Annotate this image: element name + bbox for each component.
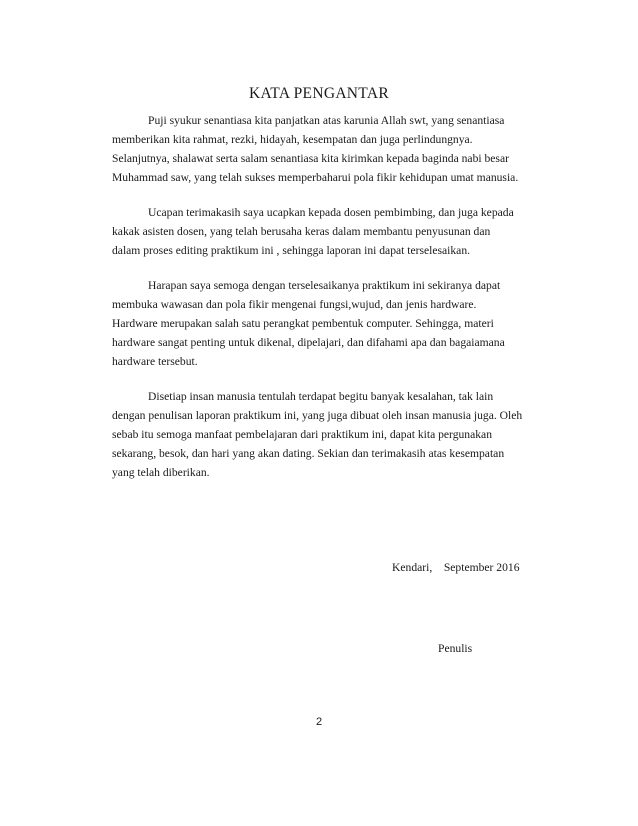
paragraph-4 [112, 387, 532, 482]
author-signature: Penulis [438, 642, 473, 655]
place-date: Kendari, September 2016 [392, 561, 520, 574]
paragraph-line: memberikan kita rahmat, rezki, hidayah, kesempatan dan juga perlindungnya. [112, 133, 473, 146]
paragraph-line: Harapan saya semoga dengan terselesaikanya praktikum ini sekiranya dapat [148, 279, 501, 292]
paragraph-line: membuka wawasan dan pola fikir mengenai fungsi,wujud, dan jenis hardware. [112, 298, 477, 311]
paragraph-line: Selanjutnya, shalawat serta salam senantiasa kita kirimkan kepada baginda nabi besar [112, 152, 509, 165]
paragraph-line: dalam proses editing praktikum ini , sehingga laporan ini dapat terselesaikan. [112, 244, 471, 257]
paragraph-2 [112, 203, 532, 260]
page-number: 2 [315, 716, 323, 728]
paragraph-line: Muhammad saw, yang telah sukses memperbaharui pola fikir kehidupan umat manusia. [112, 171, 519, 184]
paragraph-line: hardware sangat penting untuk dikenal, dipelajari, dan difahami apa dan bagaiamana [112, 336, 505, 349]
paragraph-line: sekarang, besok, dan hari yang akan dating. Sekian dan terimakasih atas kesempatan [112, 447, 505, 460]
page-title: KATA PENGANTAR [249, 85, 389, 102]
paragraph-line: Hardware merupakan salah satu perangkat pembentuk computer. Sehingga, materi [112, 317, 494, 330]
paragraph-line: sebab itu semoga manfaat pembelajaran dari praktikum ini, dapat kita pergunakan [112, 428, 492, 441]
paragraph-1 [112, 111, 532, 187]
paragraph-3 [112, 276, 532, 371]
paragraph-line: Ucapan terimakasih saya ucapkan kepada dosen pembimbing, dan juga kepada [148, 206, 514, 219]
paragraph-line: dengan penulisan laporan praktikum ini, yang juga dibuat oleh insan manusia juga. Oleh [112, 409, 523, 422]
paragraph-line: hardware tersebut. [112, 355, 198, 368]
paragraph-line: Disetiap insan manusia tentulah terdapat begitu banyak kesalahan, tak lain [148, 390, 494, 403]
body-text [112, 111, 532, 498]
paragraph-line: yang telah diberikan. [112, 466, 210, 479]
paragraph-line: Puji syukur senantiasa kita panjatkan atas karunia Allah swt, yang senantiasa [148, 114, 505, 127]
paragraph-line: kakak asisten dosen, yang telah berusaha keras dalam membantu penyusunan dan [112, 225, 491, 238]
